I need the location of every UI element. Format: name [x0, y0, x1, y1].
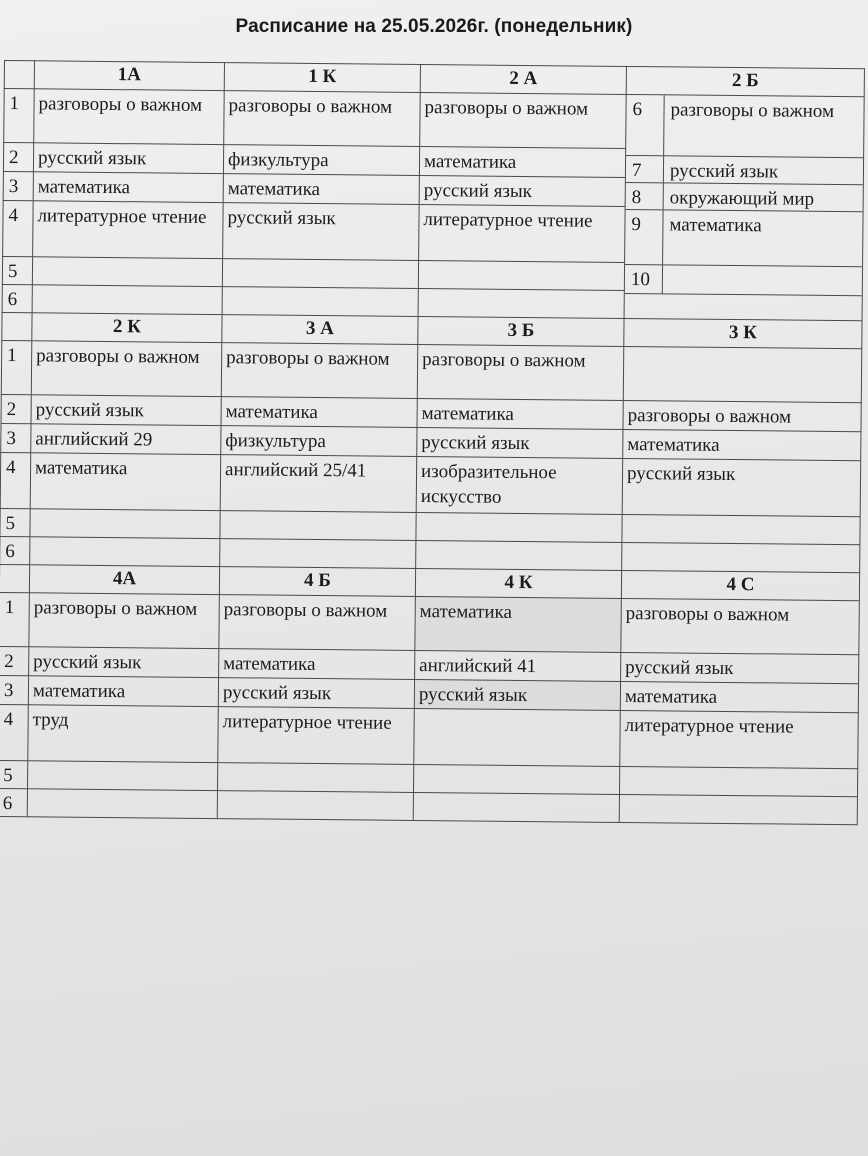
lesson-cell: разговоры о важном — [417, 344, 624, 400]
class-header: 1 К — [224, 63, 420, 93]
lesson-number: 5 — [2, 256, 32, 284]
lesson-cell: русский язык — [29, 647, 219, 678]
lesson-cell: литературное чтение — [33, 201, 224, 259]
lesson-cell: математика — [417, 398, 623, 429]
lesson-cell — [27, 789, 217, 819]
class-2b-column — [624, 94, 864, 320]
lesson-cell: русский язык — [419, 175, 625, 206]
lesson-cell: математика — [223, 174, 419, 205]
lesson-cell: английский 29 — [31, 424, 221, 455]
lesson-cell: математика — [419, 146, 625, 177]
lesson-cell: русский язык — [417, 427, 623, 458]
lesson-cell: разговоры о важном — [224, 91, 421, 147]
header-corner — [4, 61, 34, 89]
lesson-number: 5 — [0, 760, 28, 788]
lesson-cell — [30, 509, 220, 539]
lesson-cell: изобразительное искусство — [416, 456, 623, 514]
lesson-cell: русский язык — [622, 458, 861, 516]
lesson-number: 5 — [0, 508, 30, 536]
lesson-cell: русский язык — [31, 395, 221, 426]
header-corner — [0, 564, 30, 592]
lesson-number: 9 — [625, 210, 664, 264]
lesson-cell: математика — [33, 172, 223, 203]
class-header: 3 А — [222, 315, 418, 345]
lesson-number: 6 — [0, 536, 30, 564]
lesson-number: 3 — [1, 423, 31, 452]
lesson-number: 1 — [1, 340, 32, 394]
class-header: 4 С — [621, 570, 859, 600]
lesson-cell: русский язык — [414, 679, 620, 710]
lesson-cell: математика — [669, 214, 762, 237]
class-header: 2 Б — [626, 66, 864, 96]
lesson-cell — [222, 259, 418, 289]
lesson-number: 6 — [626, 95, 665, 155]
lesson-number: 8 — [626, 183, 664, 209]
lesson-cell: математика — [30, 453, 221, 511]
class-header: 4 Б — [219, 567, 415, 597]
lesson-cell — [619, 794, 857, 824]
lesson-cell — [622, 542, 860, 572]
table-row — [626, 183, 863, 212]
lesson-cell — [418, 260, 624, 290]
lesson-cell — [30, 537, 220, 567]
lesson-cell: труд — [28, 705, 219, 763]
lesson-cell: математика — [415, 596, 622, 652]
lesson-cell — [220, 511, 416, 541]
lesson-cell — [623, 346, 862, 402]
table-row — [1, 340, 861, 402]
class-header: 2 К — [32, 313, 222, 343]
lesson-cell: русский язык — [669, 160, 779, 183]
class-header: 4 К — [415, 568, 621, 598]
lesson-cell — [416, 540, 622, 570]
lesson-cell: разговоры о важном — [621, 598, 860, 654]
lesson-cell: разговоры о важном — [31, 341, 222, 397]
class-header: 3 К — [624, 318, 862, 348]
lesson-number: 6 — [0, 788, 28, 816]
lesson-number: 7 — [626, 156, 664, 182]
lesson-cell: английский 25/41 — [220, 455, 417, 513]
lesson-cell — [222, 287, 418, 317]
table-row — [4, 89, 864, 151]
table-row — [0, 704, 858, 768]
table-row — [626, 156, 863, 185]
lesson-number: 4 — [0, 452, 31, 508]
table-row — [625, 265, 862, 296]
lesson-cell: русский язык — [223, 203, 420, 261]
lesson-cell: русский язык — [621, 652, 859, 683]
lesson-cell — [28, 761, 218, 791]
table-row — [626, 95, 864, 158]
lesson-cell — [619, 766, 857, 796]
lesson-number: 4 — [3, 200, 34, 256]
table-row — [0, 592, 859, 654]
lesson-cell — [220, 539, 416, 569]
lesson-number: 2 — [0, 646, 29, 675]
lesson-cell: физкультура — [221, 426, 417, 457]
lesson-cell: математика — [219, 649, 415, 680]
lesson-cell: разговоры о важном — [670, 99, 835, 122]
lesson-cell: математика — [221, 397, 417, 428]
lesson-cell: математика — [623, 429, 861, 460]
lesson-cell — [622, 514, 860, 544]
lesson-cell: литературное чтение — [218, 707, 415, 765]
lesson-number: 1 — [0, 592, 29, 646]
lesson-number: 1 — [4, 89, 35, 143]
lesson-number: 6 — [2, 284, 32, 312]
header-corner — [2, 312, 32, 340]
class-header: 2 А — [420, 64, 626, 94]
schedule-table — [0, 60, 865, 825]
lesson-cell: математика — [28, 676, 218, 707]
lesson-cell: английский 41 — [415, 650, 621, 681]
lesson-cell: русский язык — [33, 143, 223, 174]
lesson-cell: разговоры о важном — [29, 593, 220, 649]
lesson-cell — [418, 288, 624, 318]
lesson-cell — [416, 512, 622, 542]
lesson-number: 4 — [0, 704, 28, 760]
lesson-number: 3 — [0, 675, 29, 704]
lesson-cell: разговоры о важном — [420, 92, 627, 148]
class-header: 3 Б — [418, 316, 624, 346]
lesson-cell — [217, 791, 413, 821]
page-title: Расписание на 25.05.2026г. (понедельник) — [235, 16, 633, 37]
lesson-number: 2 — [1, 394, 31, 423]
lesson-number: 10 — [625, 265, 663, 293]
lesson-cell: разговоры о важном — [623, 400, 861, 431]
lesson-cell: литературное чтение — [419, 204, 626, 262]
lesson-number: 3 — [3, 171, 33, 200]
lesson-cell — [413, 764, 619, 794]
lesson-cell — [413, 792, 619, 822]
table-row — [0, 452, 860, 516]
lesson-number: 2 — [3, 143, 33, 172]
table-row — [625, 210, 863, 267]
lesson-cell — [32, 257, 222, 287]
lesson-cell — [217, 763, 413, 793]
class-header: 4А — [29, 565, 219, 595]
lesson-cell: русский язык — [218, 678, 414, 709]
lesson-cell: математика — [620, 681, 858, 712]
empty-cell — [625, 294, 862, 320]
lesson-cell: разговоры о важном — [219, 595, 416, 651]
lesson-cell — [663, 265, 862, 295]
lesson-cell: разговоры о важном — [221, 343, 418, 399]
lesson-cell — [32, 285, 222, 315]
class-header: 1А — [34, 61, 224, 91]
lesson-cell: разговоры о важном — [34, 89, 225, 145]
lesson-cell: литературное чтение — [620, 710, 859, 768]
lesson-cell — [414, 708, 621, 766]
lesson-cell: физкультура — [223, 145, 419, 176]
lesson-cell: окружающий мир — [669, 187, 815, 210]
